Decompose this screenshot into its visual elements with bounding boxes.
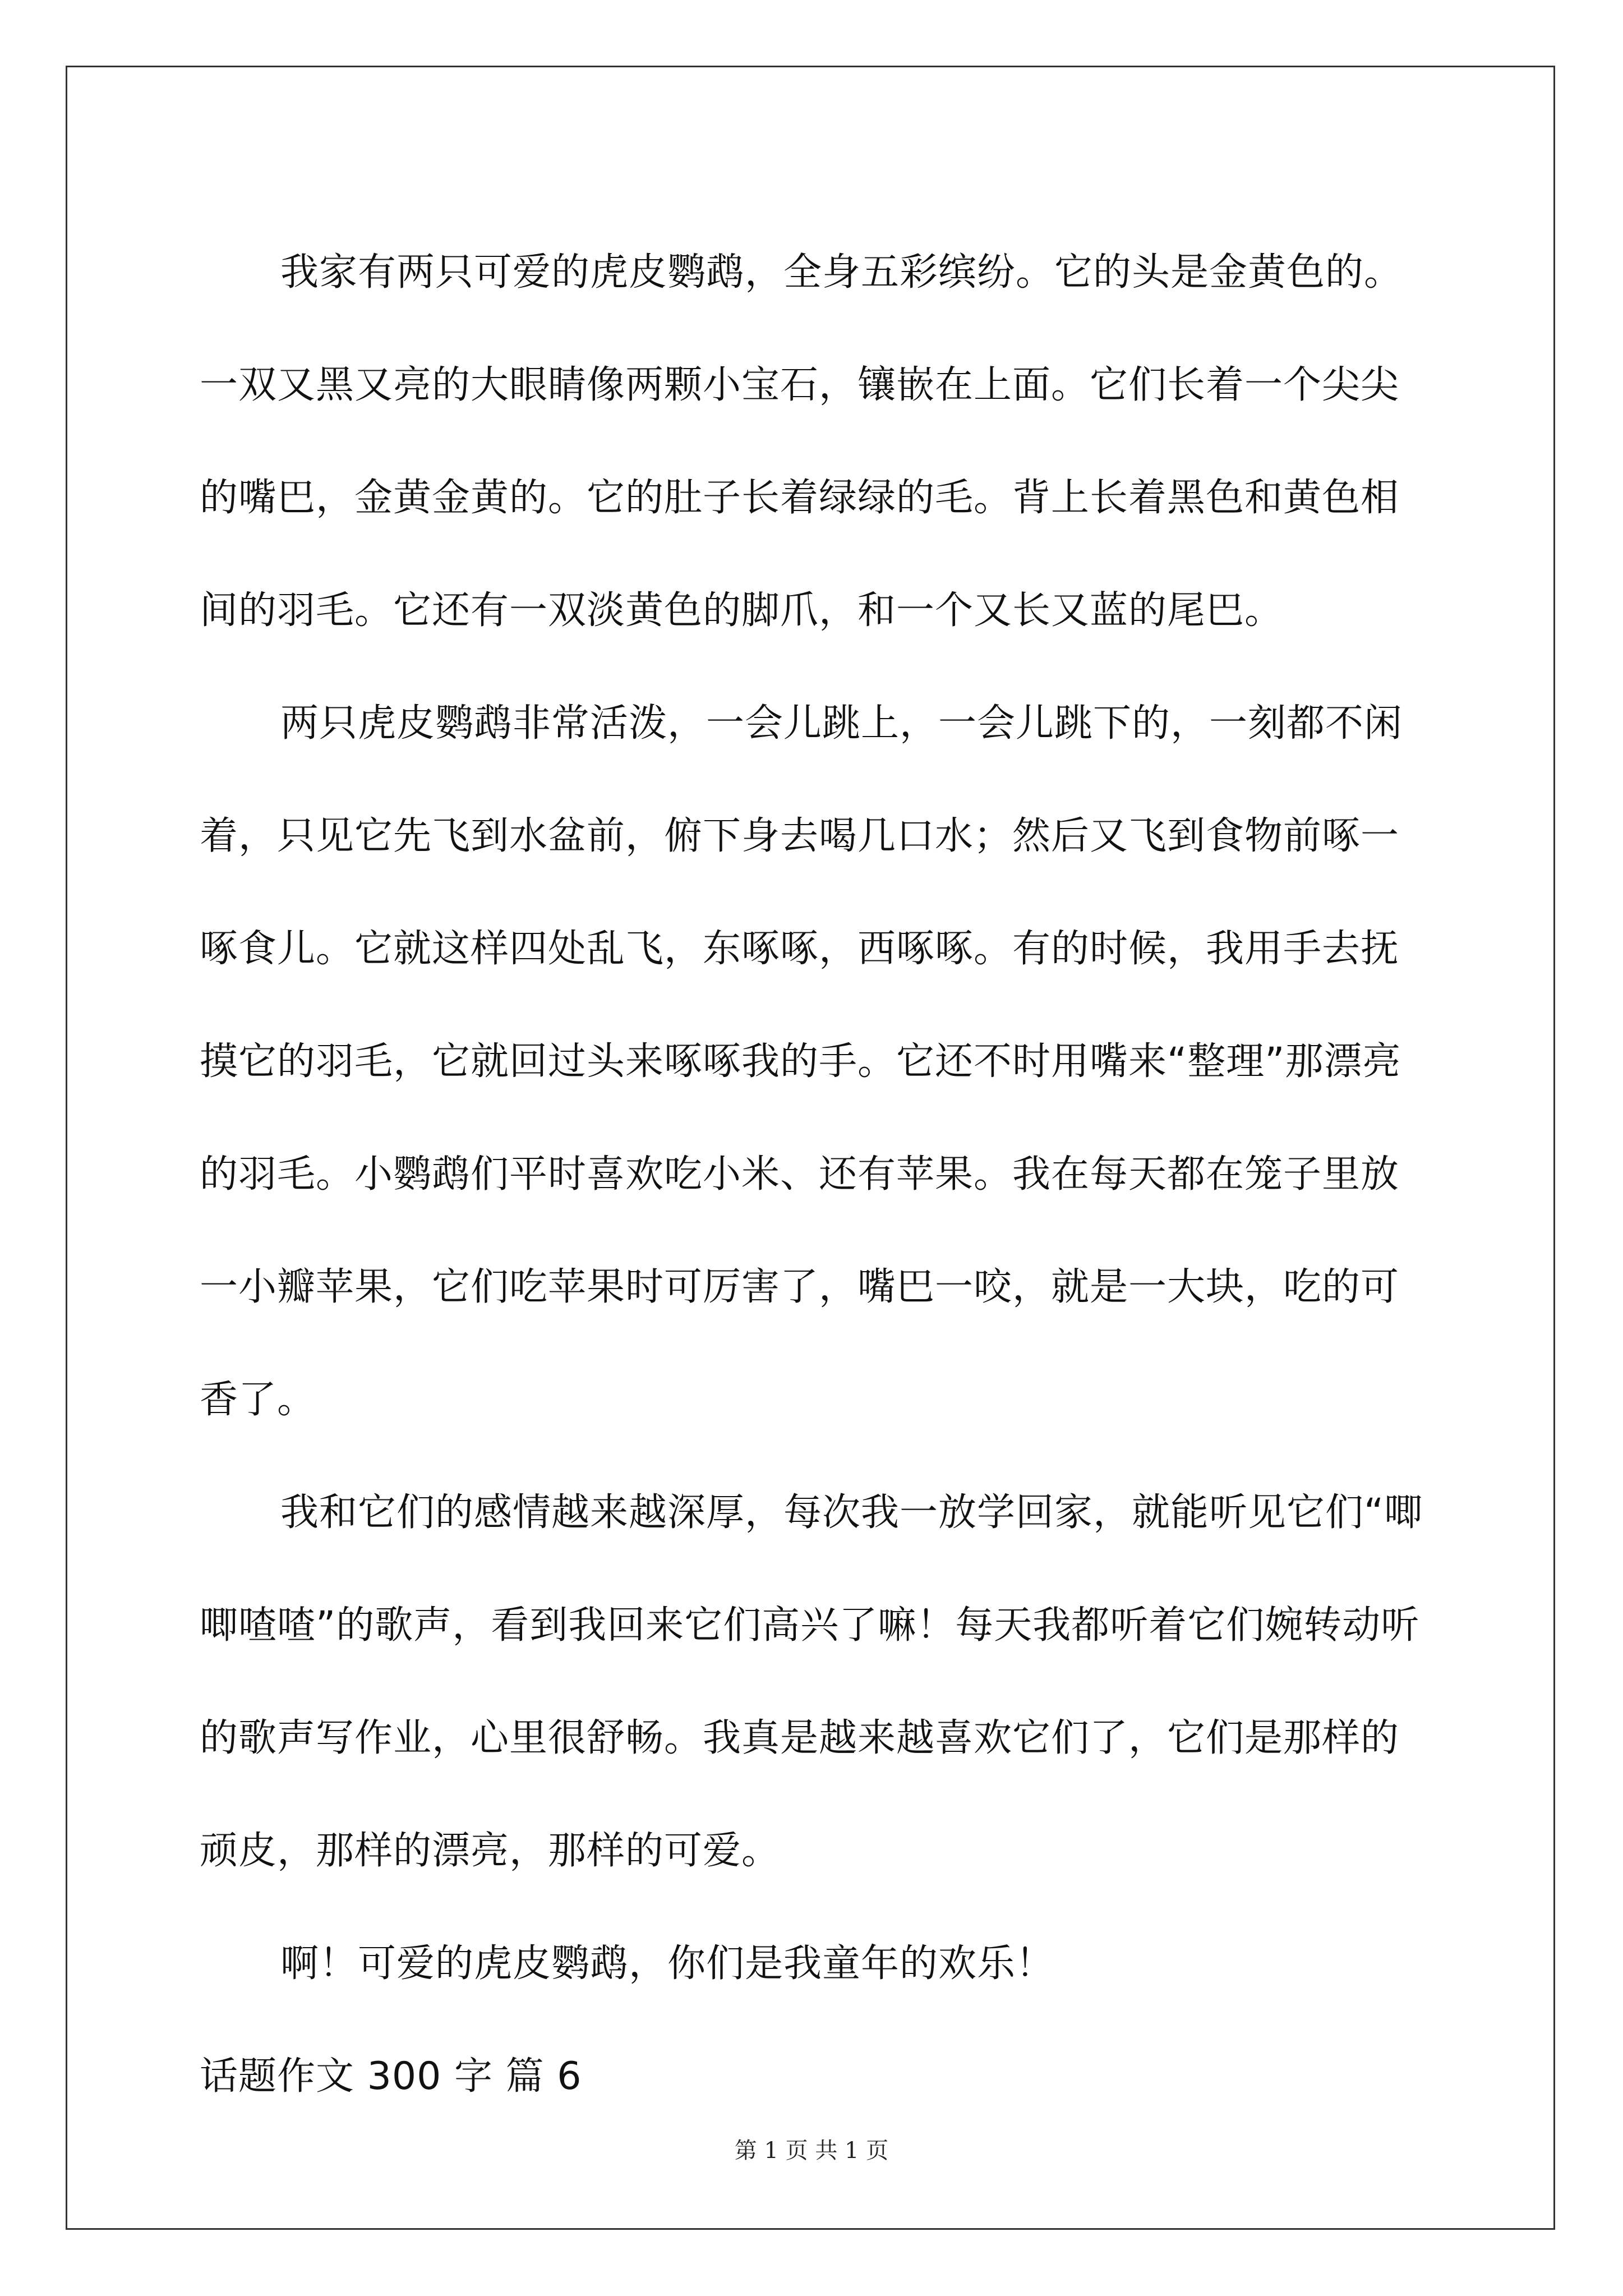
paragraph-2: 两只虎皮鹦鹉非常活泼，一会儿跳上，一会儿跳下的，一刻都不闲着，只见它先飞到水盆前，俯下身去喝几口水；然后又飞到食物前啄一啄食儿。它就这样四处乱飞，东啄啄，西啄啄。有的时候，我用手去抚摸它的羽毛，它就回过头来啄啄我的手。它还不时用嘴来“整理”那漂亮的羽毛。小鹦鹉们平时喜欢吃小米、还有苹果。我在每天都在笼子里放一小瓣苹果，它们吃苹果时可厉害了，嘴巴一咬，就是一大块，吃的可香了。 <box>200 701 1403 1422</box>
paragraph-1: 我家有两只可爱的虎皮鹦鹉，全身五彩缤纷。它的头是金黄色的。一双又黑又亮的大眼睛像两颗小宝石，镶嵌在上面。它们长着一个尖尖的嘴巴，金黄金黄的。它的肚子长着绿绿的毛。背上长着黑色和黄色相间的羽毛。它还有一双淡黄色的脚爪，和一个又长又蓝的尾巴。 <box>200 250 1403 633</box>
page-number-footer: 第 1 页 共 1 页 <box>734 2138 889 2164</box>
paragraph-3: 我和它们的感情越来越深厚，每次我一放学回家，就能听见它们“唧唧喳喳”的歌声，看到我回来它们高兴了嘛！每天我都听着它们婉转动听的歌声写作业，心里很舒畅。我真是越来越喜欢它们了，它们是那样的顽皮，那样的漂亮，那样的可爱。 <box>200 1490 1423 1873</box>
section-heading: 话题作文 300 字 篇 6 <box>200 2054 582 2099</box>
document-body <box>200 216 1437 2133</box>
paragraph-4: 啊！可爱的虎皮鹦鹉，你们是我童年的欢乐！ <box>280 1941 1055 1986</box>
